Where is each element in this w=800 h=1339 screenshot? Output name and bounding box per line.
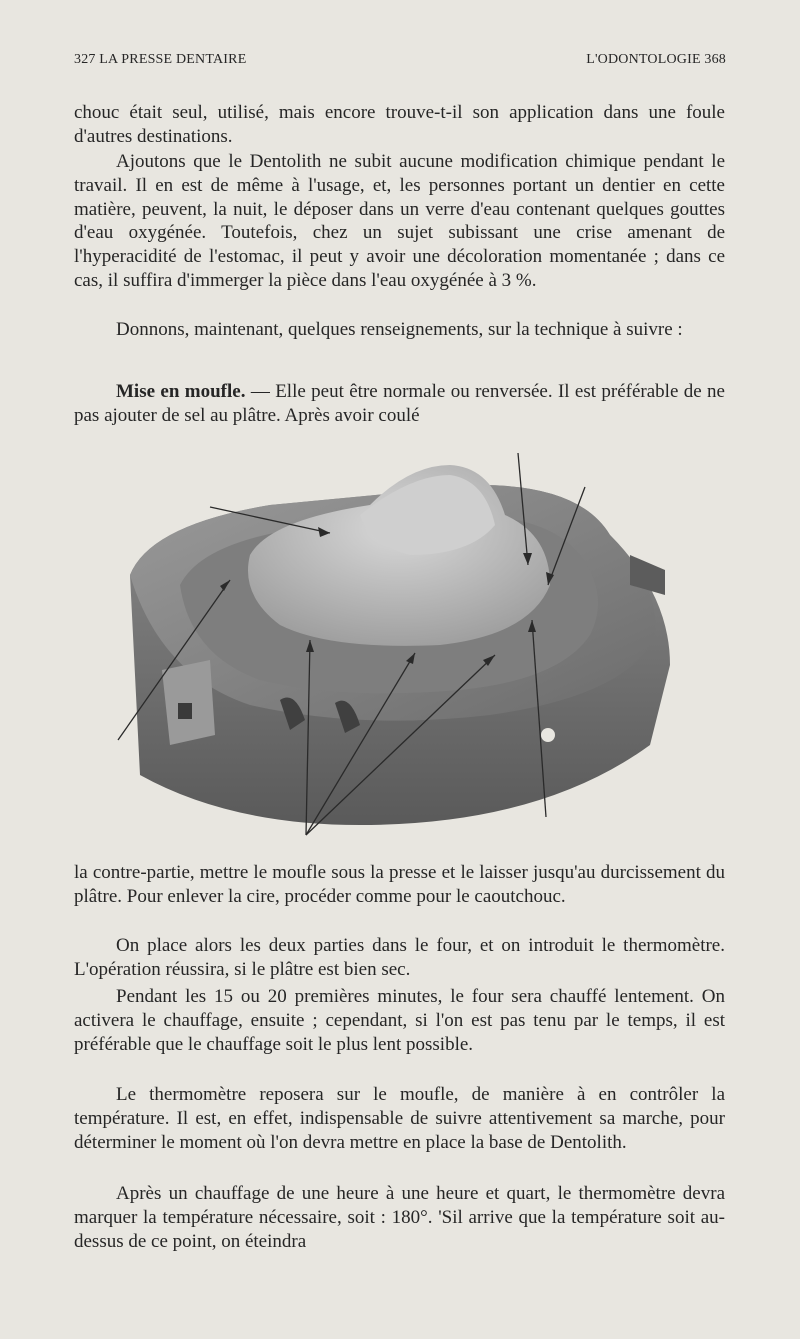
paragraph-2: Ajoutons que le Dentolith ne subit aucune modification chimique pendant le travail. Il en est de même à l'usage, et, les personnes portant un dentier en cette matière, peuvent, la nuit, le déposer dans un verre d'eau contenant quelques gouttes d'eau oxygénée. Toutefois, chez un sujet subissant une crise amenant de l'hyperacidité de l'estomac, il peut y avoir une décoloration momentanée ; dans ce cas, il suffira d'immerger la pièce dans l'eau oxygénée à 3 %. xyxy=(74,151,725,291)
paragraph-1: chouc était seul, utilisé, mais encore trouve-t-il son application dans une foule d'autres destinations. xyxy=(74,102,725,147)
paragraph-7: Le thermomètre reposera sur le moufle, de manière à en contrôler la température. Il est, en effet, indispensable de suivre attentivement sa marche, pour déterminer le moment où l'on devra mettre en place la base de Dentolith. xyxy=(74,1084,725,1153)
header-right: L'ODONTOLOGIE 368 xyxy=(586,52,726,67)
section-mise-en-moufle xyxy=(74,380,725,428)
running-header xyxy=(74,52,726,74)
paragraph-8: Après un chauffage de une heure à une heure et quart, le thermomètre devra marquer la température nécessaire, soit : 180°. 'Sil arrive que la température soit au-dessus de ce point, on éteindra xyxy=(74,1183,725,1252)
dental-flask-figure xyxy=(110,445,690,845)
dental-flask-photo-icon xyxy=(110,445,690,845)
paragraph-3: Donnons, maintenant, quelques renseignements, sur la technique à suivre : xyxy=(116,319,683,340)
section-text: — Elle peut être normale ou renversée. Il est préférable de ne pas ajouter de sel au plâtre. Après avoir coulé xyxy=(74,381,725,426)
header-left: 327 LA PRESSE DENTAIRE xyxy=(74,52,247,67)
paragraph-5: On place alors les deux parties dans le four, et on introduit le thermomètre. L'opération réussira, si le plâtre est bien sec. xyxy=(74,935,725,980)
section-heading: Mise en moufle. xyxy=(116,381,246,402)
paragraph-4: la contre-partie, mettre le moufle sous la presse et le laisser jusqu'au durcissement du plâtre. Pour enlever la cire, procéder comme pour le caoutchouc. xyxy=(74,862,725,907)
paragraph-6: Pendant les 15 ou 20 premières minutes, le four sera chauffé lentement. On activera le chauffage, ensuite ; cependant, si l'on est pas tenu par le temps, il est préférable que le chauffage soit le plus lent possible. xyxy=(74,986,725,1055)
